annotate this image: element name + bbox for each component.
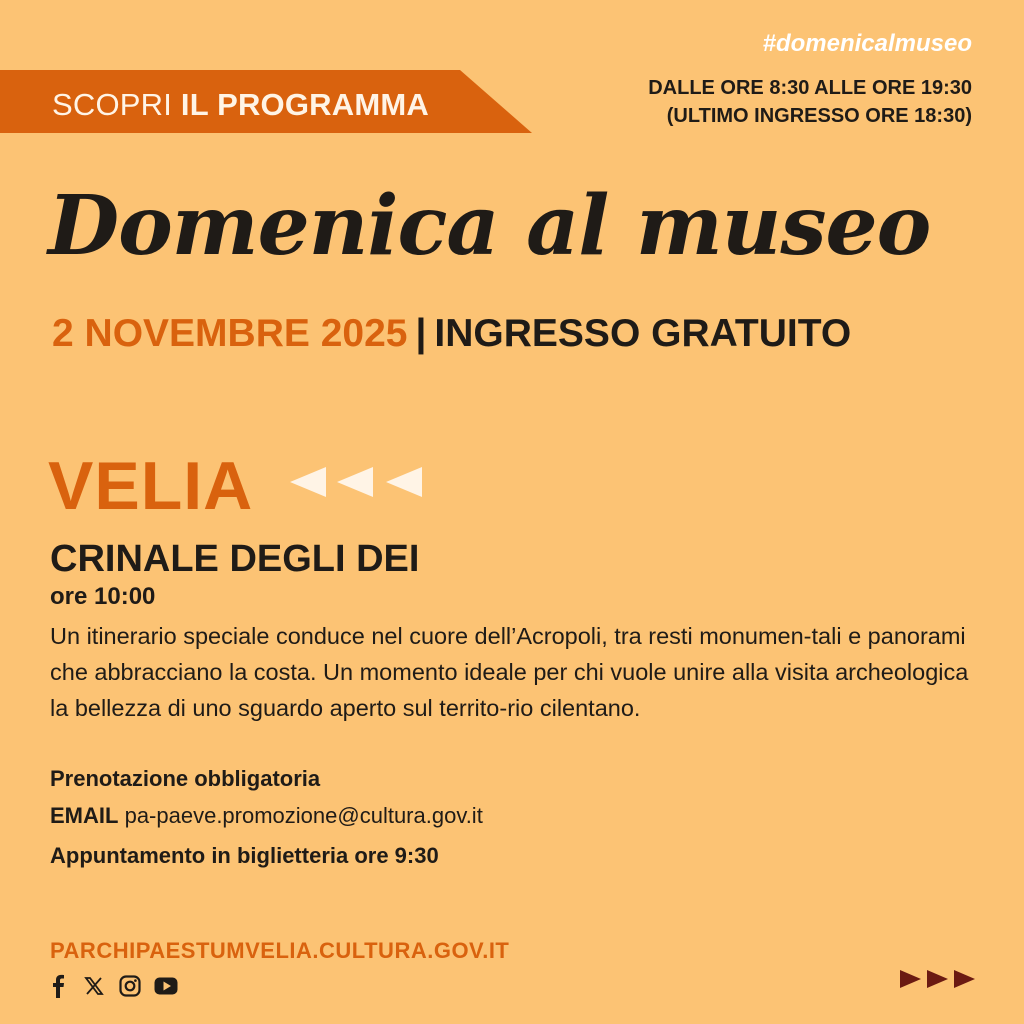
site-name: VELIA xyxy=(48,448,254,524)
instagram-icon[interactable] xyxy=(118,973,142,999)
page-title: Domenica al museo xyxy=(48,178,931,274)
event-date: 2 NOVEMBRE 2025 xyxy=(52,312,408,355)
youtube-icon[interactable] xyxy=(154,973,178,999)
social-links xyxy=(46,973,178,999)
opening-hours xyxy=(648,74,972,130)
hours-line-2: (ULTIMO INGRESSO ORE 18:30) xyxy=(666,105,972,127)
ribbon-label-light: SCOPRI xyxy=(52,87,173,122)
meeting-point: Appuntamento in biglietteria ore 9:30 xyxy=(50,843,439,868)
left-arrows-icon xyxy=(290,465,424,499)
email-link[interactable]: pa-paeve.promozione@cultura.gov.it xyxy=(124,803,483,828)
right-arrows-icon[interactable] xyxy=(900,968,976,990)
event-title: CRINALE DEGLI DEI xyxy=(50,538,420,580)
event-time: ore 10:00 xyxy=(50,583,156,610)
date-line xyxy=(52,312,851,356)
ribbon-label[interactable] xyxy=(52,87,429,123)
event-description: Un itinerario speciale conduce nel cuore dell’Acropoli, tra resti monumen-tali e panorami che abbracciano la costa. Un momento ideale per chi vuole unire alla visita archeologica la bellezza di uno sguardo aperto sul territo-rio cilentano. xyxy=(50,623,969,721)
free-entry-label: INGRESSO GRATUITO xyxy=(434,312,852,355)
booking-required: Prenotazione obbligatoria xyxy=(50,766,321,791)
hours-line-1: DALLE ORE 8:30 ALLE ORE 19:30 xyxy=(648,77,972,99)
x-icon[interactable] xyxy=(82,973,106,999)
email-line xyxy=(50,800,483,832)
website-link[interactable]: PARCHIPAESTUMVELIA.CULTURA.GOV.IT xyxy=(50,938,510,963)
hashtag: #domenicalmuseo xyxy=(762,30,972,57)
date-separator: | xyxy=(415,312,427,355)
facebook-icon[interactable] xyxy=(46,973,70,999)
email-label: EMAIL xyxy=(50,803,119,828)
ribbon-label-bold: IL PROGRAMMA xyxy=(180,87,429,122)
